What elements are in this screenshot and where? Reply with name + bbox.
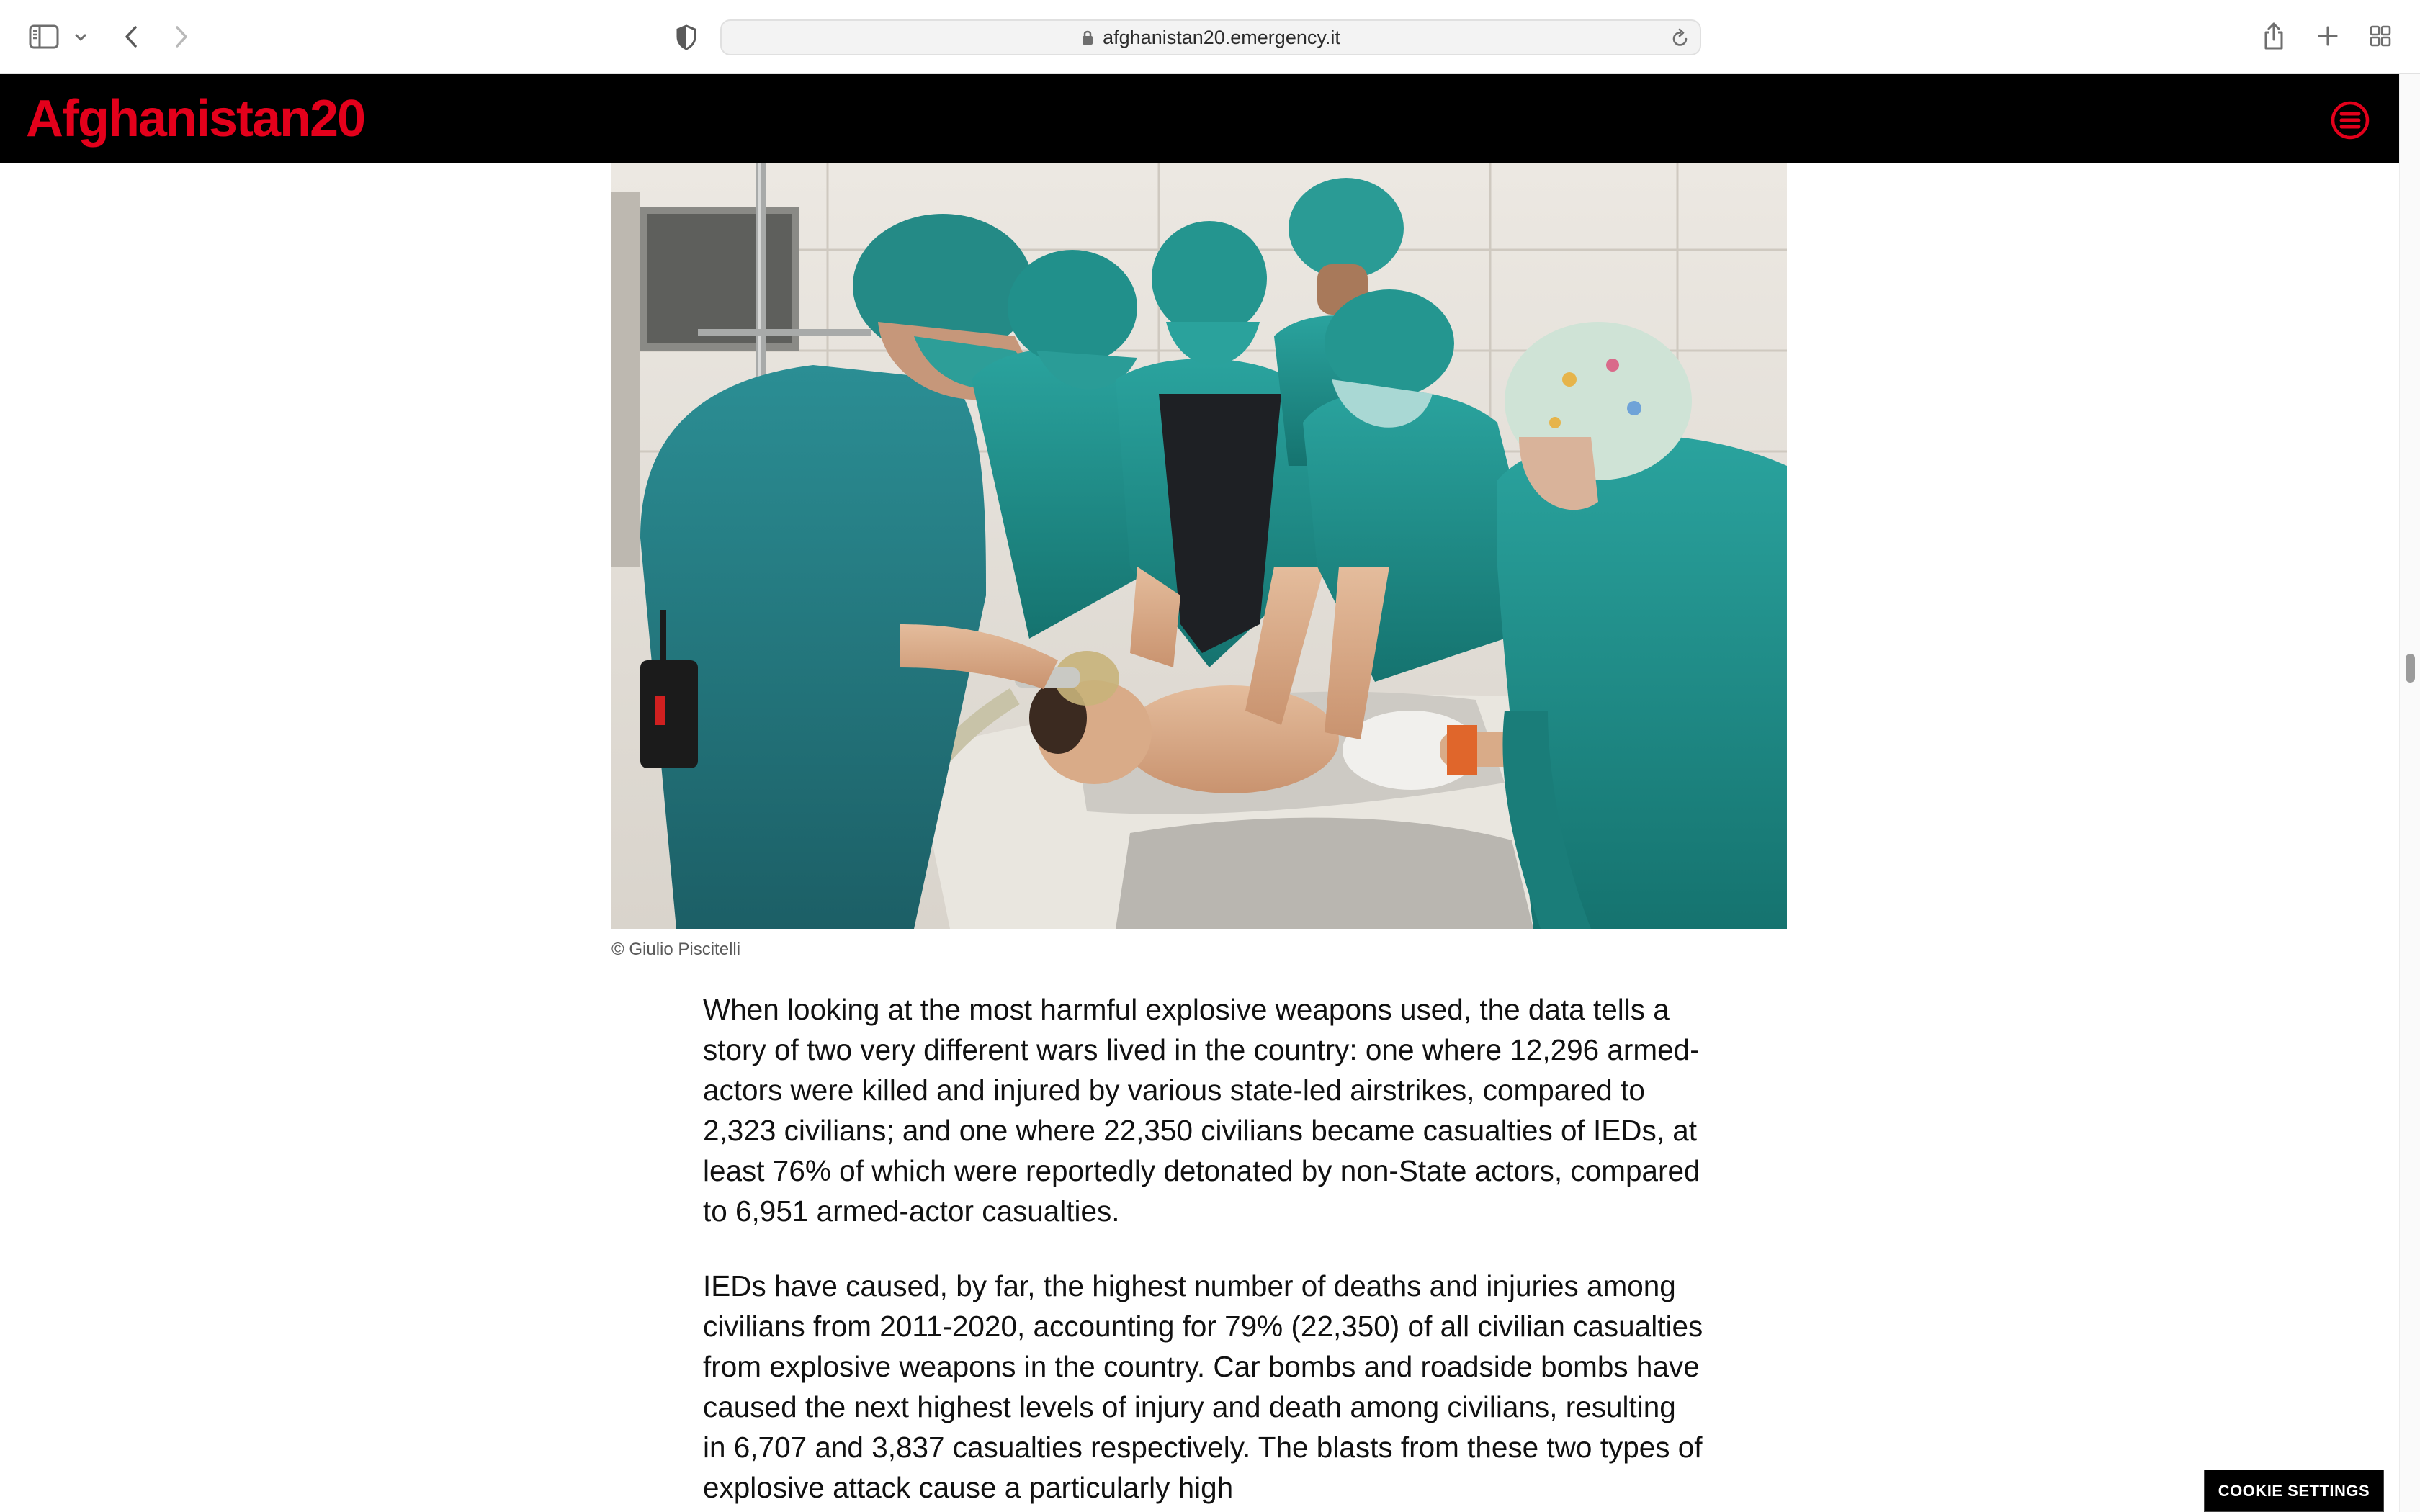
article-photo [611,163,1787,929]
surgery-team-illustration [611,163,1787,929]
emergency-menu-button[interactable] [2331,101,2370,140]
sidebar-toggle-button[interactable] [27,22,60,52]
chevron-right-icon [174,24,189,49]
sidebar-icon [29,24,59,49]
grid-icon [2369,24,2392,48]
emergency-logo-icon [2331,101,2370,140]
browser-toolbar [0,0,2420,74]
plus-icon [2317,25,2339,47]
share-icon [2262,21,2285,51]
new-tab-button[interactable] [2315,23,2341,49]
cookie-settings-button[interactable]: COOKIE SETTINGS [2204,1470,2384,1512]
scrollbar-thumb[interactable] [2406,654,2415,683]
chevron-left-icon [123,24,139,49]
back-button[interactable] [118,22,144,52]
site-header [0,74,2399,163]
privacy-report-button[interactable] [673,23,700,52]
lock-icon [1081,29,1094,46]
tab-overview-button[interactable] [2367,23,2393,49]
forward-button[interactable] [169,22,194,52]
url-text: afghanistan20.emergency.it [1103,26,1340,48]
share-button[interactable] [2260,19,2287,53]
chevron-down-icon [74,33,87,42]
address-bar[interactable] [720,19,1701,55]
tab-group-dropdown-button[interactable] [71,27,91,48]
page-scrollbar[interactable] [2399,74,2420,1512]
site-logo[interactable]: Afghanistan20 [26,90,365,148]
reload-button[interactable] [1671,28,1690,52]
article-body [703,989,1704,1512]
article-paragraph: When looking at the most harmful explosive weapons used, the data tells a story of two very different wars lived in the country: one where 12,296 armed-actors were killed and injured by various state-led airstrikes, compared to 2,323 civilians; and one where 22,350 civilians became casualties of IEDs, at least 76% of which were reportedly detonated by non-State actors, compared to 6,951 armed-actor casualties. [703,993,1700,1228]
article-paragraph: IEDs have caused, by far, the highest number of deaths and injuries among civilians from 2011-2020, accounting for 79% (22,350) of all civilian casualties from explosive weapons in the country. Car bombs and roadside bombs have caused the next highest levels of injury and death among civilians, resulting in 6,707 and 3,837 casualties respectively. The blasts from these two types of explosive attack cause a particularly high [703,1269,1703,1504]
reload-icon [1671,28,1690,48]
photo-credit: © Giulio Piscitelli [611,940,741,959]
shield-icon [676,24,697,50]
